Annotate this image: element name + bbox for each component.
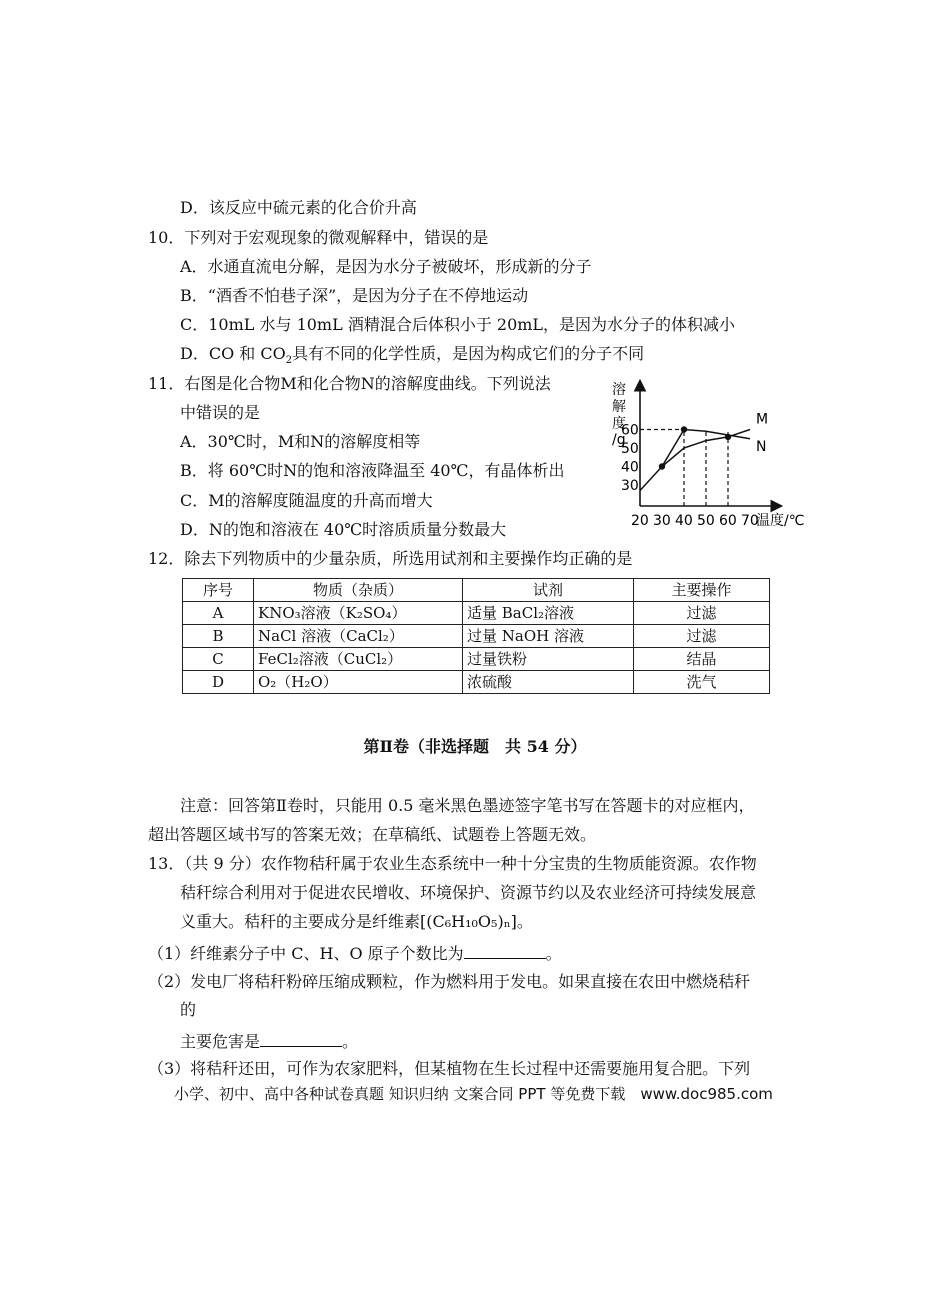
- y-tick-label: 50: [621, 441, 639, 457]
- q12-stem: 12．除去下列物质中的少量杂质，所选用试剂和主要操作均正确的是: [148, 549, 633, 568]
- q13-stem-line1: 13．（共 9 分）农作物秸秆属于农业生态系统中一种十分宝贵的生物质能资源。农作物: [148, 854, 757, 873]
- series-m-label: M: [756, 411, 769, 428]
- q12-table: [182, 578, 770, 694]
- table-row: [183, 648, 770, 671]
- q11-stem-line1: 11．右图是化合物M和化合物N的溶解度曲线。下列说法: [148, 374, 551, 393]
- q11-option-b: B．将 60℃时N的饱和溶液降温至 40℃，有晶体析出: [180, 461, 565, 480]
- y-label-char-1: 溶: [612, 382, 626, 398]
- table-header-row: [183, 579, 770, 602]
- q11-option-d: D．N的饱和溶液在 40℃时溶质质量分数最大: [180, 520, 507, 539]
- x-tick-label: 20: [631, 513, 649, 529]
- x-tick-label: 50: [697, 513, 715, 529]
- table-cell: 过量铁粉: [463, 648, 634, 671]
- table-cell: C: [183, 648, 254, 671]
- q13-sub2-line1: （2）发电厂将秸秆粉碎压缩成颗粒，作为燃料用于发电。如果直接在农田中燃烧秸秆: [148, 972, 751, 991]
- intersection-point: [725, 434, 731, 440]
- solubility-chart: [598, 372, 818, 534]
- x-tick-label: 30: [653, 513, 671, 529]
- table-cell: 洗气: [634, 671, 770, 694]
- series-m-curve: [640, 430, 750, 491]
- table-header: 试剂: [463, 579, 634, 602]
- page-footer: 小学、初中、高中各种试卷真题 知识归纳 文案合同 PPT 等免费下载 www.doc985.com: [174, 1085, 773, 1103]
- table-cell: O₂（H₂O）: [254, 671, 463, 694]
- table-cell: 结晶: [634, 648, 770, 671]
- q10-option-b: B．“酒香不怕巷子深”，是因为分子在不停地运动: [180, 286, 529, 305]
- q10-option-a: A．水通直流电分解，是因为水分子被破坏，形成新的分子: [180, 257, 592, 276]
- intersection-point: [659, 463, 665, 469]
- y-tick-label: 40: [621, 459, 639, 476]
- table-cell: KNO₃溶液（K₂SO₄）: [254, 602, 463, 625]
- y-tick-label: 30: [621, 478, 639, 494]
- answer-blank[interactable]: [260, 1030, 342, 1047]
- note-line-1: 注意：回答第Ⅱ卷时，只能用 0.5 毫米黑色墨迹签字笔书写在答题卡的对应框内，: [180, 796, 755, 815]
- q9-option-d: D．该反应中硫元素的化合价升高: [180, 198, 417, 217]
- q10-option-d: [180, 344, 644, 371]
- x-tick-label: 60: [719, 513, 737, 529]
- table-header: 主要操作: [634, 579, 770, 602]
- y-label-char-4: /g: [612, 432, 626, 448]
- table-cell: NaCl 溶液（CaCl₂）: [254, 625, 463, 648]
- table-header: 序号: [183, 579, 254, 602]
- q10-option-d-post: 具有不同的化学性质，是因为构成它们的分子不同: [292, 344, 645, 363]
- series-n-label: N: [756, 438, 767, 455]
- x-tick-label: 40: [675, 513, 693, 529]
- section-title: 第Ⅱ卷（非选择题 共 54 分）: [363, 737, 587, 756]
- q13-stem-line3: 义重大。秸秆的主要成分是纤维素[(C₆H₁₀O₅)ₙ]。: [180, 912, 533, 931]
- q11-stem-line2: 中错误的是: [180, 403, 261, 422]
- q10-option-c: C．10mL 水与 10mL 酒精混合后体积小于 20mL，是因为水分子的体积减小: [180, 315, 736, 334]
- q13-sub2-text: 主要危害是: [180, 1032, 261, 1051]
- table-cell: 过滤: [634, 625, 770, 648]
- table-row: [183, 671, 770, 694]
- note-line-2: 超出答题区域书写的答案无效；在草稿纸、试题卷上答题无效。: [148, 825, 597, 844]
- table-cell: D: [183, 671, 254, 694]
- q10-option-d-pre: D．CO 和 CO: [180, 344, 286, 363]
- q13-sub2-end: 。: [342, 1032, 359, 1051]
- q11-option-a: A．30℃时，M和N的溶解度相等: [180, 432, 421, 451]
- q13-sub2-line3: [180, 1030, 358, 1052]
- table-row: [183, 625, 770, 648]
- table-cell: A: [183, 602, 254, 625]
- q13-sub3: （3）将秸秆还田，可作为农家肥料，但某植物在生长过程中还需要施用复合肥。下列: [148, 1059, 751, 1078]
- q13-sub1: [148, 942, 562, 964]
- q13-stem-line2: 秸秆综合利用对于促进农民增收、环境保护、资源节约以及农业经济可持续发展意: [180, 883, 757, 902]
- q13-sub1-end: 。: [545, 944, 562, 963]
- table-row: [183, 602, 770, 625]
- y-label-char-2: 解: [612, 399, 626, 415]
- y-label-char-3: 度: [612, 416, 626, 432]
- q10-option-d-sub: 2: [285, 355, 293, 367]
- q13-sub1-text: （1）纤维素分子中 C、H、O 原子个数比为: [148, 944, 464, 963]
- x-tick-label: 70: [741, 513, 759, 529]
- y-tick-label: 60: [621, 422, 639, 439]
- answer-blank[interactable]: [464, 942, 546, 959]
- q11-option-c: C．M的溶解度随温度的升高而增大: [180, 491, 433, 510]
- table-cell: B: [183, 625, 254, 648]
- table-cell: 浓硫酸: [463, 671, 634, 694]
- q13-sub2-line2: 的: [180, 1000, 197, 1019]
- intersection-point: [681, 426, 687, 432]
- table-cell: FeCl₂溶液（CuCl₂）: [254, 648, 463, 671]
- x-axis-label: 温度/℃: [756, 513, 805, 529]
- table-cell: 过滤: [634, 602, 770, 625]
- q10-stem: 10．下列对于宏观现象的微观解释中，错误的是: [148, 228, 489, 247]
- table-cell: 过量 NaOH 溶液: [463, 625, 634, 648]
- table-header: 物质（杂质）: [254, 579, 463, 602]
- table-cell: 适量 BaCl₂溶液: [463, 602, 634, 625]
